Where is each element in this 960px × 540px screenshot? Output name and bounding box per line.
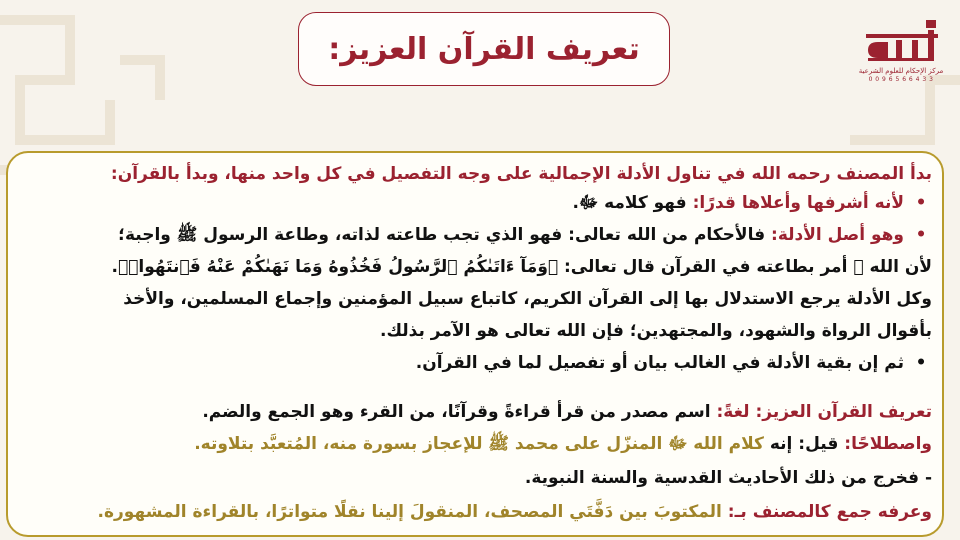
author-definition-heading: وعرفه جمع كالمصنف بـ: xyxy=(727,502,932,522)
author-definition xyxy=(18,499,932,525)
definition-technical-text: كلام الله ﷻ المنزّل على محمد ﷺ للإعجاز بسورة منه، المُتعبَّد بتلاوته. xyxy=(194,434,764,454)
logo-mark-icon xyxy=(858,16,944,66)
bullet-1 xyxy=(18,190,932,216)
evidence-line-2: بأقوال الرواة والشهود، والمجتهدين؛ فإن الله تعالى هو الآمر بذلك. xyxy=(380,321,932,341)
bullet-2-text: فالأحكام من الله تعالى: فهو الذي تجب طاعته لذاته، وطاعة الرسول ﷺ واجبة؛ xyxy=(118,225,772,245)
bullet-1-heading: لأنه أشرفها وأعلاها قدرًا: xyxy=(692,193,904,213)
definition-technical-intro: قيل: إنه xyxy=(763,434,845,454)
verse-line: لأن الله ﷻ أمر بطاعته في القرآن قال تعالى: ﴿وَمَآ ءَاتَىٰكُمُ ٱلرَّسُولُ فَخُذُوهُ وَمَا نَهَىٰكُمْ عَنْهُ فَٱنتَهُوا۟﴾. xyxy=(111,257,932,277)
page-title: تعريف القرآن العزيز: xyxy=(328,31,640,67)
exclusion-line: - فخرج من ذلك الأحاديث القدسية والسنة النبوية. xyxy=(524,468,932,488)
definition-lexical xyxy=(18,399,932,425)
definition-lexical-heading: تعريف القرآن العزيز: لغةً: xyxy=(716,402,932,422)
intro-line: بدأ المصنف رحمه الله في تناول الأدلة الإجمالية على وجه التفصيل في كل واحد منها، وبدأ بالقرآن: xyxy=(110,164,932,184)
bullet-2-heading: وهو أصل الأدلة: xyxy=(771,225,904,245)
logo xyxy=(858,16,944,96)
logo-number: 0 0 9 6 5 6 6 4 3 3 xyxy=(868,76,934,83)
evidence-line-1: وكل الأدلة يرجع الاستدلال بها إلى القرآن الكريم، كاتباع سبيل المؤمنين وإجماع المسلمين، والأخذ xyxy=(123,289,932,309)
title-box xyxy=(298,12,670,86)
bullet-2 xyxy=(18,222,932,248)
definition-lexical-text: اسم مصدر من قرأ قراءةً وقرآنًا، من القرء وهو الجمع والضم. xyxy=(202,402,717,422)
bullet-3: • ثم إن بقية الأدلة في الغالب بيان أو تفصيل لما في القرآن. xyxy=(18,350,932,376)
author-definition-text: المكتوبَ بين دَفَّتَي المصحف، المنقولَ إلينا نقلًا متواترًا، بالقراءة المشهورة. xyxy=(97,502,728,522)
bullet-1-text: فهو كلامه ﷻ. xyxy=(572,193,693,213)
content-box xyxy=(6,151,944,537)
definition-technical-heading: واصطلاحًا: xyxy=(844,434,932,454)
logo-subtitle: مركز الإحكام للعلوم الشرعية xyxy=(858,67,944,75)
definition-technical xyxy=(18,431,932,457)
